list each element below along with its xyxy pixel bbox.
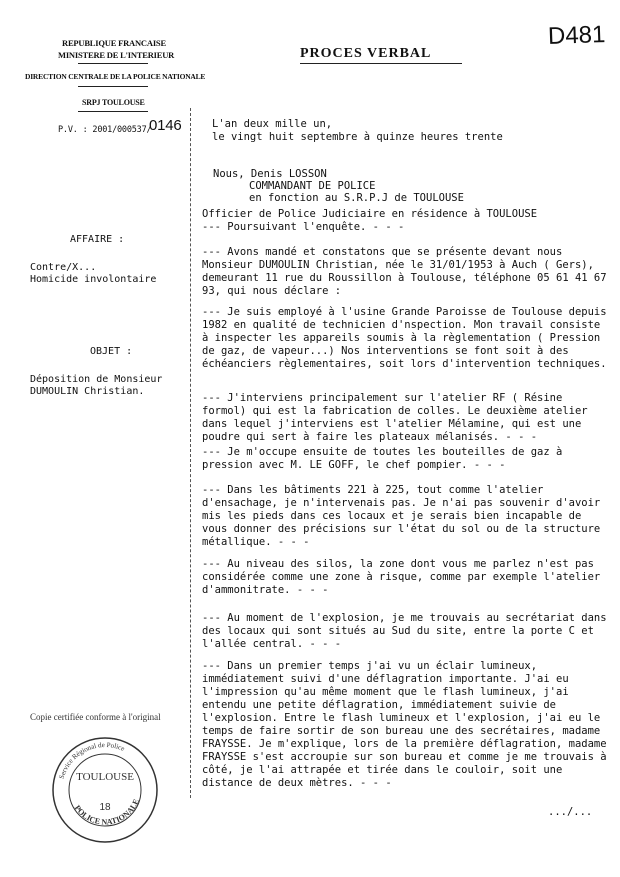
text-line: des locaux qui sont situés au Sud du site, entre la porte C et (202, 625, 594, 637)
text-line: FRAYSSE s'est accroupie sur son bureau et comme je me trouvais à (202, 751, 607, 763)
header-divider (78, 86, 148, 87)
text-line: immédiatement suivi d'une déflagration importante. J'ai eu (202, 673, 569, 685)
date-line: le vingt huit septembre à quinze heures trente (212, 131, 503, 143)
objet-label: OBJET : (90, 346, 133, 357)
text-line: d'ensachage, je n'intervenais pas. Je n'ai pas souvenir d'avoir (202, 497, 601, 509)
svg-text:POLICE NATIONALE: POLICE NATIONALE (72, 797, 141, 827)
document-number: D481 (547, 21, 606, 50)
header-divider (78, 111, 148, 112)
text-line: temps de faire sortir de son bureau une des secrétaires, madame (202, 725, 601, 737)
affaire-line: Homicide involontaire (30, 274, 157, 285)
header-srpj: SRPJ TOULOUSE (82, 98, 145, 107)
svg-text:TOULOUSE: TOULOUSE (76, 771, 134, 783)
title-underline (300, 63, 462, 64)
text-line: pression avec M. LE GOFF, le chef pompier. - - - (202, 459, 506, 471)
text-line: distance de deux mètres. - - - (202, 777, 392, 789)
document-title: PROCES VERBAL (300, 46, 432, 61)
text-line: échéanciers règlementaires, soit lors d'intervention techniques. (202, 358, 607, 370)
text-line: Monsieur DUMOULIN Christian, née le 31/01/1953 à Auch ( Gers), (202, 259, 594, 271)
text-line: --- Au niveau des silos, la zone dont vous me parlez n'est pas (202, 558, 594, 570)
objet-line: DUMOULIN Christian. (30, 386, 145, 397)
officier-line: Officier de Police Judiciaire en résidence à TOULOUSE (202, 208, 538, 220)
affaire-label: AFFAIRE : (70, 234, 125, 245)
text-line: --- Dans les bâtiments 221 à 225, tout comme l'atelier (202, 484, 544, 496)
header-divider (78, 63, 148, 64)
svg-text:Service Régional de Police: Service Régional de Police (57, 740, 126, 780)
copie-conforme: Copie certifiée conforme à l'original (30, 712, 161, 722)
header-ministere: MINISTERE DE L'INTERIEUR (58, 50, 175, 60)
text-line: demeurant 11 rue du Roussillon à Toulouse, téléphone 05 61 41 67 (202, 272, 607, 284)
text-line: à inspecter les appareils soumis à la règlementation ( Pression (202, 332, 601, 344)
text-line: côté, je l'ai attrapée et tirée dans le couloir, soit une (202, 764, 563, 776)
date-line: L'an deux mille un, (212, 118, 333, 130)
text-line: poudre qui sert à faire les plateaux mélanisés. - - - (202, 431, 538, 443)
text-line: l'allée central. - - - (202, 638, 342, 650)
text-line: 1982 en qualité de technicien d'nspection. Mon travail consiste (202, 319, 601, 331)
pv-number: P.V. : 2001/000537/ (58, 125, 152, 135)
officier-line: --- Poursuivant l'enquête. - - - (202, 221, 405, 233)
text-line: métallique. - - - (202, 536, 310, 548)
continued-mark: .../... (548, 806, 593, 818)
nous-line: en fonction au S.R.P.J de TOULOUSE (249, 192, 464, 204)
text-line: l'impression qu'au même moment que le flash lumineux, j'ai (202, 686, 569, 698)
text-line: --- Au moment de l'explosion, je me trouvais au secrétariat dans (202, 612, 607, 624)
text-line: de gaz, de vapeur...) Nos interventions se font soit à des (202, 345, 569, 357)
text-line: --- Je suis employé à l'usine Grande Paroisse de Toulouse depuis (202, 306, 607, 318)
svg-text:18: 18 (99, 802, 111, 813)
text-line: dans lequel j'interviens est l'atelier Mélamine, qui est une (202, 418, 582, 430)
objet-line: Déposition de Monsieur (30, 374, 163, 385)
text-line: --- J'interviens principalement sur l'atelier RF ( Résine (202, 392, 563, 404)
nous-line: Nous, Denis LOSSON (213, 168, 327, 180)
margin-line (190, 108, 191, 798)
pv-handwritten: 0146 (149, 117, 182, 134)
text-line: formol) qui est la fabrication de colles. Le deuxième atelier (202, 405, 588, 417)
nous-line: COMMANDANT DE POLICE (249, 180, 376, 192)
text-line: vous donner des précisions sur l'état du sol ou de la structure (202, 523, 601, 535)
header-direction: DIRECTION CENTRALE DE LA POLICE NATIONALE (25, 72, 206, 81)
text-line: FRAYSSE. Je m'explique, lors de la première déflagration, madame (202, 738, 607, 750)
header-republique: REPUBLIQUE FRANCAISE (62, 38, 166, 48)
text-line: d'ammonitrate. - - - (202, 584, 329, 596)
affaire-line: Contre/X... (30, 262, 97, 273)
text-line: --- Avons mandé et constatons que se présente devant nous (202, 246, 563, 258)
text-line: mis les pieds dans ces locaux et je serais bien incapable de (202, 510, 582, 522)
text-line: --- Je m'occupe ensuite de toutes les bouteilles de gaz à (202, 446, 563, 458)
text-line: --- Dans un premier temps j'ai vu un éclair lumineux, (202, 660, 538, 672)
text-line: l'explosion. Entre le flash lumineux et l'explosion, j'ai eu le (202, 712, 601, 724)
text-line: considérée comme une zone à risque, comme par exemple l'atelier (202, 571, 601, 583)
text-line: entendu une petite déflagration, immédiatement suivie de (202, 699, 557, 711)
police-seal-stamp (50, 735, 160, 845)
text-line: 93, qui nous déclare : (202, 285, 342, 297)
